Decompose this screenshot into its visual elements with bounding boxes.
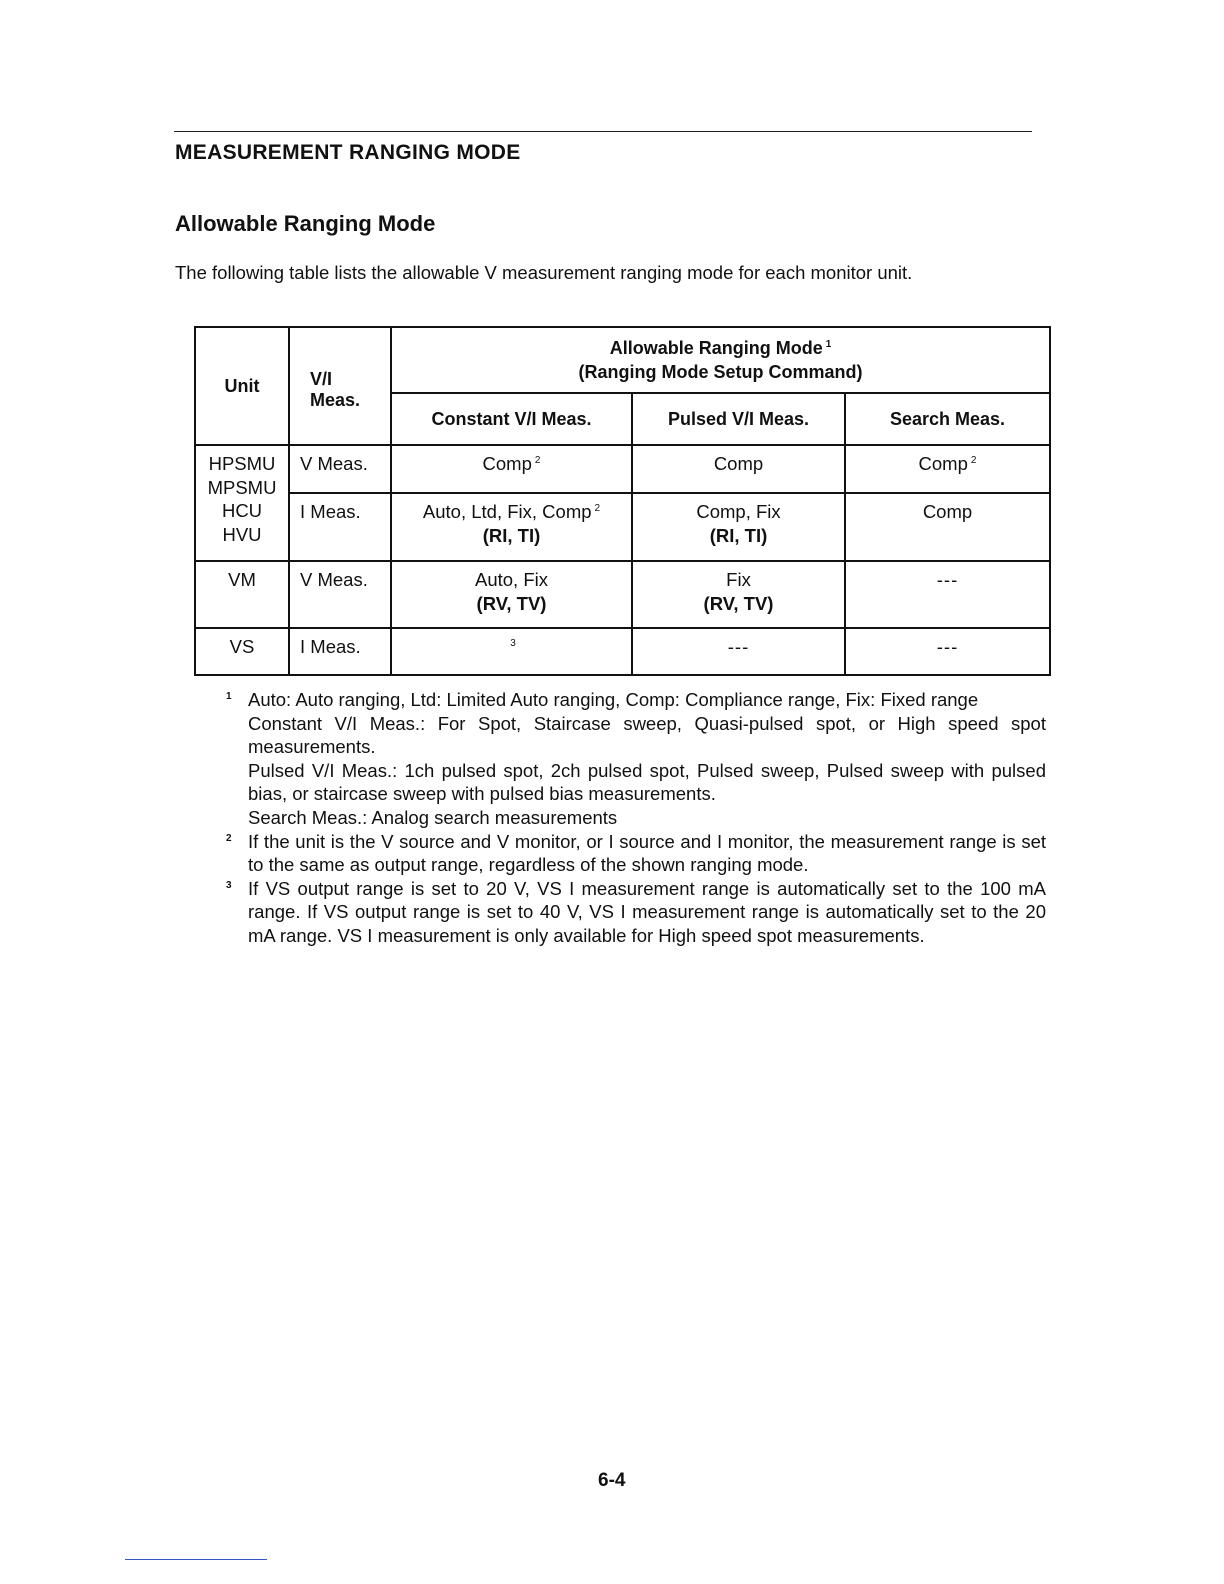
table-row — [195, 628, 1050, 675]
header-unit: Unit — [195, 327, 289, 445]
meas-cell: I Meas. — [289, 493, 391, 561]
intro-paragraph: The following table lists the allowable V measurement ranging mode for each monitor unit. — [175, 262, 913, 283]
footnote-3 — [226, 877, 1046, 948]
header-search: Search Meas. — [845, 393, 1050, 445]
header-vi-line2: Meas. — [310, 390, 361, 410]
header-allowable-mode — [391, 327, 1050, 393]
section-title: MEASUREMENT RANGING MODE — [175, 141, 521, 164]
unit-name: HPSMU — [208, 453, 276, 474]
subsection-title: Allowable Ranging Mode — [175, 211, 436, 236]
footnote-text: Search Meas.: Analog search measurements — [248, 806, 618, 828]
command-label: (RI, TI) — [709, 525, 768, 546]
footnote-1 — [226, 688, 1046, 830]
meas-cell: V Meas. — [289, 445, 391, 493]
table-row — [195, 445, 1050, 493]
footnote-ref: 2 — [594, 503, 601, 514]
footnote-text: Auto: Auto ranging, Ltd: Limited Auto ranging, Comp: Compliance range, Fix: Fixed range — [248, 689, 979, 710]
bottom-rule — [125, 1559, 267, 1560]
table-row — [195, 493, 1050, 561]
meas-cell: V Meas. — [289, 561, 391, 628]
unit-cell: VM — [195, 561, 289, 628]
unit-cell: VS — [195, 628, 289, 675]
header-vi-line1: V/I — [310, 369, 333, 389]
footnote-text: Pulsed V/I Meas.: 1ch pulsed spot, 2ch pulsed spot, Pulsed sweep, Pulsed sweep with pulsed bias, or staircase sweep with pulsed bias measurements. — [248, 759, 1046, 805]
header-mode-line2: (Ranging Mode Setup Command) — [578, 362, 863, 382]
top-rule — [174, 131, 1032, 132]
header-constant: Constant V/I Meas. — [391, 393, 632, 445]
footnote-2 — [226, 830, 1046, 877]
header-mode-line1: Allowable Ranging Mode — [609, 338, 823, 358]
footnote-text: Constant V/I Meas.: For Spot, Staircase sweep, Quasi-pulsed spot, or High speed spot measurements. — [248, 712, 1046, 758]
table-header-row — [195, 327, 1050, 393]
command-label: (RV, TV) — [476, 593, 547, 614]
pulsed-cell: Comp, Fix (RI, TI) — [632, 493, 845, 561]
constant-cell: Auto, Fix (RV, TV) — [391, 561, 632, 628]
footnote-mark: 2 — [226, 832, 232, 844]
footnote-text: If VS output range is set to 20 V, VS I measurement range is automatically set to the 100 mA range. If VS output range is set to 40 V, VS I measurement range is automatically set to the 20 mA range. VS I measurement is only available for High speed spot measurements. — [248, 877, 1046, 946]
search-cell: --- — [845, 561, 1050, 628]
footnote-ref: 2 — [534, 455, 541, 466]
footnote-text: If the unit is the V source and V monitor, or I source and I monitor, the measurement range is set to the same as output range, regardless of the shown ranging mode. — [248, 830, 1046, 876]
header-pulsed: Pulsed V/I Meas. — [632, 393, 845, 445]
constant-cell — [391, 628, 632, 675]
constant-cell: Comp $^2$ — [391, 445, 632, 493]
footnote-ref: 2 — [970, 455, 977, 466]
footnote-ref: 1 — [825, 339, 832, 350]
header-vi-meas — [289, 327, 391, 445]
search-cell: Comp — [845, 493, 1050, 561]
table-row — [195, 561, 1050, 628]
pulsed-cell: --- — [632, 628, 845, 675]
search-cell: --- — [845, 628, 1050, 675]
command-label: (RI, TI) — [482, 525, 541, 546]
meas-cell: I Meas. — [289, 628, 391, 675]
pulsed-cell: Fix (RV, TV) — [632, 561, 845, 628]
unit-name: HVU — [222, 523, 262, 545]
command-label: (RV, TV) — [703, 593, 774, 614]
constant-cell: Auto, Ltd, Fix, Comp $^2$ (RI, TI) — [391, 493, 632, 561]
search-cell: Comp $^2$ — [845, 445, 1050, 493]
unit-name: MPSMU — [207, 476, 277, 498]
footnotes — [226, 688, 1046, 948]
pulsed-cell: Comp — [632, 445, 845, 493]
unit-name: HCU — [221, 500, 263, 521]
footnote-mark: 3 — [226, 879, 232, 891]
ranging-mode-table — [194, 326, 1051, 676]
page-number: 6-4 — [598, 1470, 626, 1491]
footnote-ref: 3 — [510, 638, 516, 649]
footnote-mark: 1 — [226, 691, 232, 702]
unit-cell-smu-group — [195, 445, 289, 561]
